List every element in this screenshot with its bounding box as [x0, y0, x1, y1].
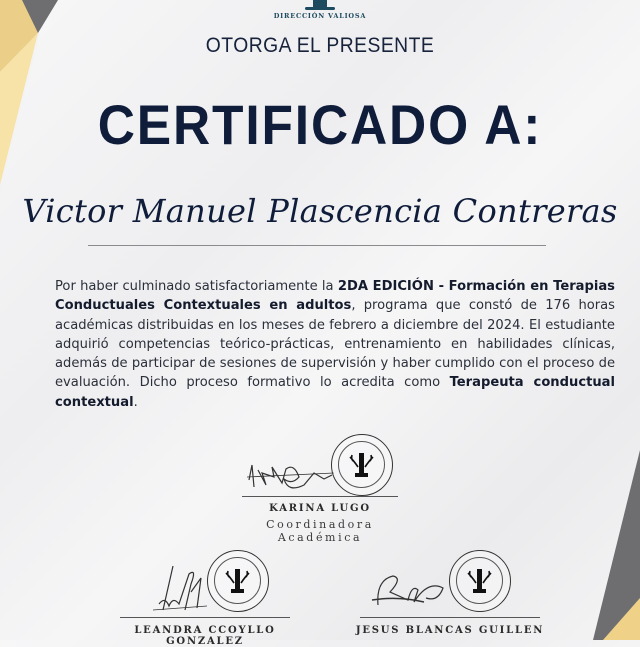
institution-seal	[331, 434, 393, 496]
signature-block-2	[100, 617, 310, 647]
body-text-3: .	[133, 394, 138, 410]
signature-line	[360, 617, 540, 618]
signature-leandra-ccoyllo	[145, 562, 215, 622]
signature-jesus-blancas	[368, 570, 453, 615]
certificate-title: CERTIFICADO A:	[97, 93, 543, 156]
institution-seal	[449, 550, 511, 612]
certificate-subtitle: OTORGA EL PRESENTE	[205, 34, 435, 57]
body-text-1: Por haber culminado satisfactoriamente la	[55, 279, 338, 294]
certificate-body	[55, 277, 615, 412]
tree-pillar-icon	[450, 551, 510, 611]
signature-block-1	[232, 496, 408, 544]
accreditation-title: Terapeuta conductual contextual	[55, 375, 615, 410]
recipient-name: Victor Manuel Plascencia Contreras	[22, 192, 618, 230]
signer-name: KARINA LUGO	[269, 503, 371, 514]
signature-karina-lugo	[244, 455, 339, 500]
tree-pillar-icon	[332, 435, 392, 495]
program-name: 2DA EDICIÓN - Formación en Terapias Conductuales Contextuales en adultos	[55, 279, 615, 314]
signer-name: LEANDRA CCOYLLO GONZALEZ	[134, 625, 276, 647]
signature-line	[120, 617, 290, 618]
name-underline	[88, 245, 546, 246]
signature-line	[242, 496, 398, 497]
pillar-base	[305, 7, 335, 10]
logo-text: DIRECCIÓN VALIOSA	[273, 12, 367, 20]
institution-seal	[207, 550, 269, 612]
signature-block-3	[350, 617, 550, 636]
signer-name: JESUS BLANCAS GUILLEN	[355, 625, 545, 636]
signer-role: Coordinadora Académica	[266, 518, 374, 544]
tree-pillar-icon	[208, 551, 268, 611]
body-text-2: , programa que constó de 176 horas académicas distribuidas en los meses de febrero a diciembre del 2024. El estudiante adquirió competencias teórico-prácticas, entrenamiento en habilidades clínicas, además de participar de sesiones de supervisión y haber cumplido con el proceso de evaluación. Dicho proceso formativo lo acredita como	[55, 298, 616, 391]
